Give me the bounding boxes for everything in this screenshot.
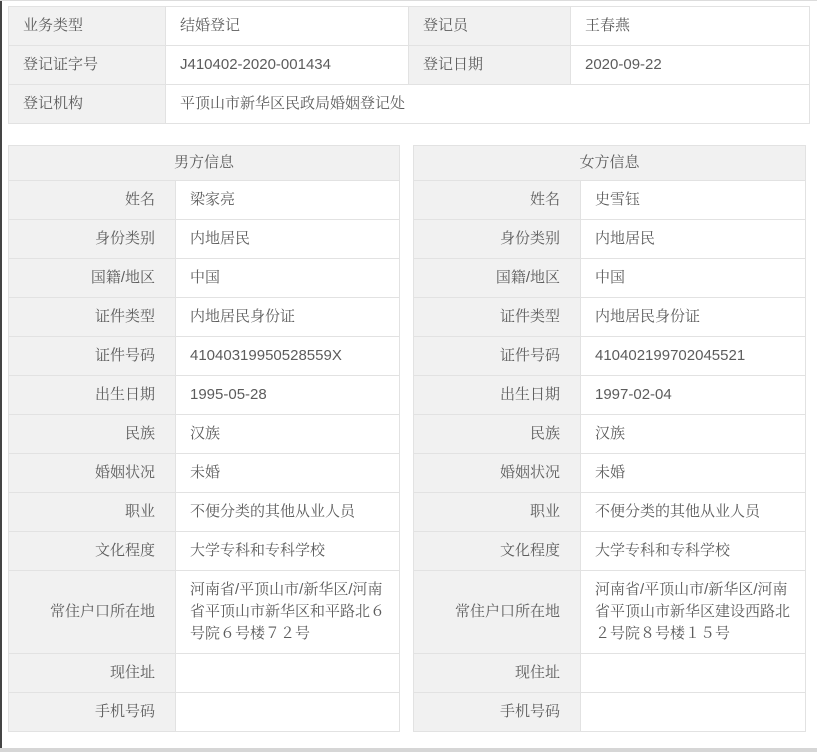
- table-row: [414, 532, 806, 571]
- field-value-id-type: 内地居民身份证: [176, 298, 400, 337]
- table-row: [9, 654, 400, 693]
- bride-info-table: [413, 145, 806, 732]
- field-value-household-address: 河南省/平顶山市/新华区/河南省平顶山市新华区和平路北６号院６号楼７２号: [176, 571, 400, 654]
- table-row: [414, 493, 806, 532]
- table-row: [9, 376, 400, 415]
- page-left-edge: [0, 1, 2, 752]
- field-value-mobile: [176, 693, 400, 732]
- table-row: [414, 654, 806, 693]
- registration-date-label: 登记日期: [409, 46, 571, 85]
- registration-date-value: 2020-09-22: [571, 46, 810, 85]
- field-label-id-number: 证件号码: [9, 337, 176, 376]
- field-label-marital-status: 婚姻状况: [9, 454, 176, 493]
- field-label-household-address: 常住户口所在地: [414, 571, 581, 654]
- field-value-household-address: 河南省/平顶山市/新华区/河南省平顶山市新华区建设西路北２号院８号楼１５号: [581, 571, 806, 654]
- field-label-identity-type: 身份类别: [414, 220, 581, 259]
- table-row: [414, 337, 806, 376]
- table-row: [414, 298, 806, 337]
- registration-summary-table: [8, 6, 810, 124]
- field-label-ethnicity: 民族: [9, 415, 176, 454]
- field-label-id-type: 证件类型: [9, 298, 176, 337]
- table-row: [9, 181, 400, 220]
- table-row: [414, 146, 806, 181]
- field-label-marital-status: 婚姻状况: [414, 454, 581, 493]
- field-value-ethnicity: 汉族: [581, 415, 806, 454]
- field-value-occupation: 不便分类的其他从业人员: [176, 493, 400, 532]
- field-value-current-address: [581, 654, 806, 693]
- table-row: [9, 454, 400, 493]
- groom-info-table: [8, 145, 400, 732]
- table-row: [9, 693, 400, 732]
- field-label-nationality: 国籍/地区: [414, 259, 581, 298]
- table-row: [9, 259, 400, 298]
- field-label-household-address: 常住户口所在地: [9, 571, 176, 654]
- table-row: [414, 415, 806, 454]
- field-value-identity-type: 内地居民: [581, 220, 806, 259]
- field-value-birth-date: 1997-02-04: [581, 376, 806, 415]
- table-row: [9, 571, 400, 654]
- registrar-label: 登记员: [409, 7, 571, 46]
- registration-office-value: 平顶山市新华区民政局婚姻登记处: [166, 85, 810, 124]
- field-value-current-address: [176, 654, 400, 693]
- table-row: [414, 454, 806, 493]
- field-label-current-address: 现住址: [9, 654, 176, 693]
- field-label-education: 文化程度: [414, 532, 581, 571]
- field-value-occupation: 不便分类的其他从业人员: [581, 493, 806, 532]
- business-type-value: 结婚登记: [166, 7, 409, 46]
- table-row: [414, 693, 806, 732]
- table-row: [9, 337, 400, 376]
- registrar-value: 王春燕: [571, 7, 810, 46]
- table-row: [9, 46, 810, 85]
- field-label-occupation: 职业: [414, 493, 581, 532]
- table-row: [9, 415, 400, 454]
- table-row: [414, 259, 806, 298]
- field-label-current-address: 现住址: [414, 654, 581, 693]
- table-row: [414, 181, 806, 220]
- field-value-nationality: 中国: [581, 259, 806, 298]
- bride-table-title: 女方信息: [414, 146, 806, 181]
- field-label-mobile: 手机号码: [9, 693, 176, 732]
- table-row: [414, 220, 806, 259]
- table-row: [9, 493, 400, 532]
- field-label-identity-type: 身份类别: [9, 220, 176, 259]
- field-value-id-number: 41040319950528559X: [176, 337, 400, 376]
- page-bottom-edge: [0, 748, 817, 752]
- field-label-birth-date: 出生日期: [9, 376, 176, 415]
- table-row: [414, 376, 806, 415]
- field-value-nationality: 中国: [176, 259, 400, 298]
- table-row: [9, 85, 810, 124]
- table-row: [9, 220, 400, 259]
- field-value-birth-date: 1995-05-28: [176, 376, 400, 415]
- field-label-name: 姓名: [414, 181, 581, 220]
- table-row: [9, 7, 810, 46]
- field-value-identity-type: 内地居民: [176, 220, 400, 259]
- table-row: [9, 298, 400, 337]
- business-type-label: 业务类型: [9, 7, 166, 46]
- field-value-name: 史雪钰: [581, 181, 806, 220]
- field-label-occupation: 职业: [9, 493, 176, 532]
- groom-table-title: 男方信息: [9, 146, 400, 181]
- table-row: [9, 146, 400, 181]
- field-value-name: 梁家亮: [176, 181, 400, 220]
- field-value-education: 大学专科和专科学校: [176, 532, 400, 571]
- field-label-nationality: 国籍/地区: [9, 259, 176, 298]
- field-value-marital-status: 未婚: [581, 454, 806, 493]
- field-label-id-type: 证件类型: [414, 298, 581, 337]
- field-value-mobile: [581, 693, 806, 732]
- field-value-id-type: 内地居民身份证: [581, 298, 806, 337]
- table-row: [9, 532, 400, 571]
- field-label-ethnicity: 民族: [414, 415, 581, 454]
- registration-office-label: 登记机构: [9, 85, 166, 124]
- field-value-ethnicity: 汉族: [176, 415, 400, 454]
- field-label-birth-date: 出生日期: [414, 376, 581, 415]
- field-value-education: 大学专科和专科学校: [581, 532, 806, 571]
- field-value-marital-status: 未婚: [176, 454, 400, 493]
- field-label-name: 姓名: [9, 181, 176, 220]
- table-row: [414, 571, 806, 654]
- field-label-mobile: 手机号码: [414, 693, 581, 732]
- field-label-education: 文化程度: [9, 532, 176, 571]
- field-value-id-number: 410402199702045521: [581, 337, 806, 376]
- field-label-id-number: 证件号码: [414, 337, 581, 376]
- certificate-number-value: J410402-2020-001434: [166, 46, 409, 85]
- certificate-number-label: 登记证字号: [9, 46, 166, 85]
